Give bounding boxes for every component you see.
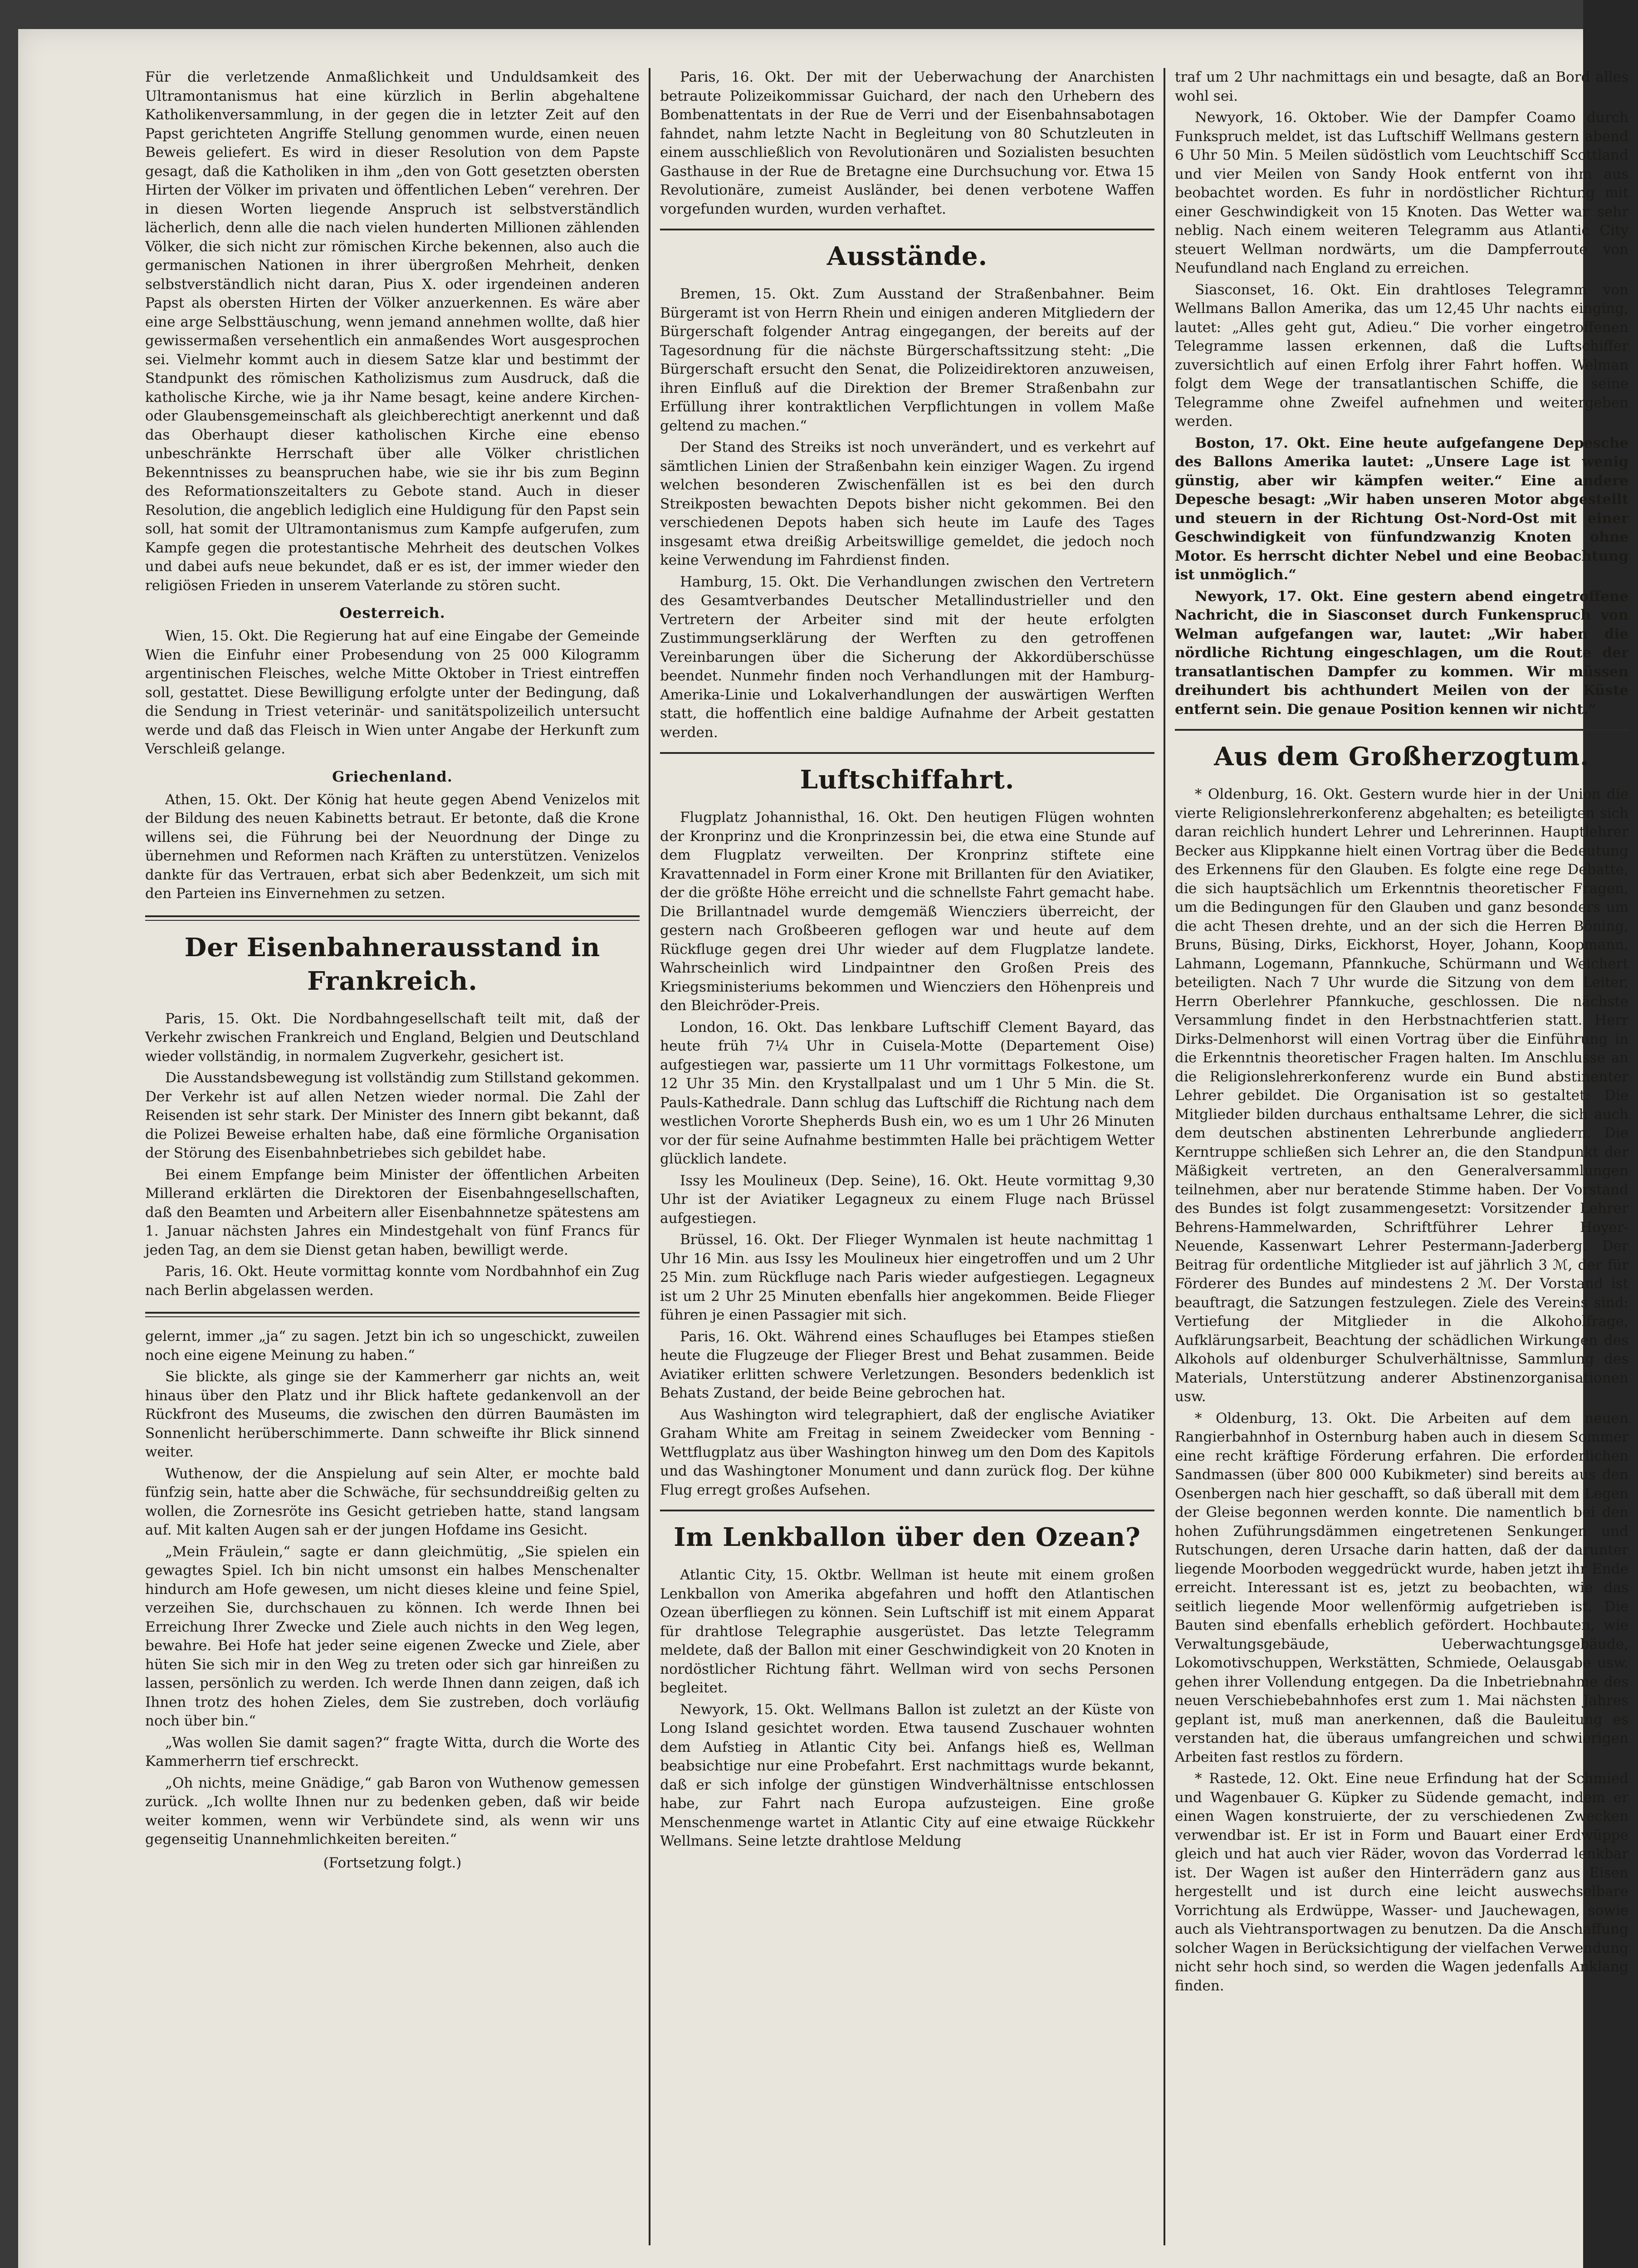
article-paragraph: Siasconset, 16. Okt. Ein drahtloses Telegramm von Wellmans Ballon Amerika, das um 12,45 Uhr nachts einging, lautet: „Alles geht gut, Adieu.“ Die vorher eingetroffenen Telegramme lassen erkennen, daß die Luftschiffer zuversichtlich auf einen Erfolg ihrer Fahrt hoffen. Welman folgt dem Wege der transatlantischen Schiffe, die seine Telegramme ohne Zweifel aufnehmen und weitergeben werden. [1175,281,1628,430]
feuilleton-paragraph: „Oh nichts, meine Gnädige,“ gab Baron von Wuthenow gemessen zurück. „Ich wollte Ihnen nur zu bedenken geben, daß wir beide weiter kommen, wenn wir Verbündete sind, als wenn wir uns gegenseitig Unannehmlichkeiten bereiten.“ [145,1774,640,1848]
feuilleton-paragraph: „Mein Fräulein,“ sagte er dann gleichmütig, „Sie spielen ein gewagtes Spiel. Ich bin nicht umsonst ein halbes Menschenalter hindurch am Hofe gewesen, um nicht dieses kleine und feine Spiel, verzeihen Sie, durchschauen zu können. Ich werde Ihnen bei Erreichung Ihrer Zwecke und Ziele auch nichts in den Weg legen, bewahre. Bei Hofe hat jeder seine eigenen Zwecke und Ziele, aber hüten Sie sich mir in den Weg zu treten oder sich gar hinreißen zu lassen, persönlich zu werden. Ich werde Ihnen dann zeigen, daß ich Ihnen trotz des hohen Zieles, dem Sie zustreben, doch vorläufig noch über bin.“ [145,1543,640,1729]
article-paragraph: Bremen, 15. Okt. Zum Ausstand der Straßenbahner. Beim Bürgeramt ist von Herrn Rhein und einigen anderen Mitgliedern der Bürgerschaft folgender Antrag eingegangen, der bereits auf der Tagesordnung für die nächste Bürgerschaftssitzung steht: „Die Bürgerschaft ersucht den Senat, die Polizeidirektoren anzuweisen, ihren Einfluß auf die Direktion der Bremer Straßenbahn zur Erfüllung ihrer kontraktlichen Verpflichtungen in vollem Maße geltend zu machen.“ [660,286,1154,434]
article-ultramontanismus: Für die verletzende Anmaßlichkeit und Unduldsamkeit des Ultramontanismus hat eine kürzlich in Berlin abgehaltene Katholikenversammlung, in der gegen die in letzter Zeit auf den Papst gerichteten Angriffe Stellung genommen wurde, einen neuen Beweis geliefert. Es wird in dieser Resolution von dem Papste gesagt, daß die Katholiken in ihm „den von Gott gesetzten obersten Hirten der Völker im privaten und öffentlichen Leben“ verehren. Der in diesen Worten liegende Anspruch ist selbstverständlich lächerlich, denn alle die nach vielen hunderten Millionen zählenden Völker, die sich nicht zur römischen Kirche bekennen, also auch die germanischen Nationen in ihrer übergroßen Mehrheit, denken selbstverständlich nicht daran, Pius X. oder irgendeinen anderen Papst als obersten Hirten der Völker anzuerkennen. Es wäre aber eine arge Selbsttäuschung, wenn jemand annehmen wollte, daß hier gewissermaßen versehentlich ein anmaßendes Wort ausgesprochen sei. Vielmehr kommt auch in diesem Satze klar und bestimmt der Standpunkt des römischen Katholizismus zum Ausdruck, daß die katholische Kirche, wie ja ihr Name besagt, keine andere Kirchen- oder Glaubensgemeinschaft als gleichberechtigt anerkennt und daß das Oberhaupt dieser katholischen Kirche eine ebenso unbeschränkte Herrschaft über alle Völker christlichen Bekenntnisses zu beanspruchen habe, wie sie ihr bis zum Beginn des Reformationszeitalters zu Gebote stand. Auch in dieser Resolution, die angeblich lediglich eine Huldigung für den Papst sein soll, hat somit der Ultramontanismus zum Kampfe aufgerufen, zum Kampfe gegen die protestantische Mehrheit des deutschen Volkes und dabei aufs neue bekundet, daß er es ist, der immer wieder den religiösen Frieden in unserem Vaterlande zu stören sucht. [145,69,640,594]
feuilleton-paragraph: Sie blickte, als ginge sie der Kammerherr gar nichts an, weit hinaus über den Platz und ihr Blick haftete gedankenvoll an der Rückfront des Museums, die zwischen den dürren Baumästen im Sonnenlicht herüberschimmerte. Dann schweifte ihr Blick sinnend weiter. [145,1369,640,1460]
feuilleton-rule [145,1312,640,1317]
article-paragraph: traf um 2 Uhr nachmittags ein und besagte, daß an Bord alles wohl sei. [1175,69,1628,104]
article-paragraph: Der Stand des Streiks ist noch unverändert, und es verkehrt auf sämtlichen Linien der Straßenbahn kein einziger Wagen. Zu irgend welchen besonderen Zwischenfällen ist es bei den durch Streikposten bewachten Depots bisher nicht gekommen. Bei den verschiedenen Depots haben sich heute im Laufe des Tages insgesamt etwa dreißig Arbeitswillige gemeldet, die jedoch noch keine Verwendung im Fahrdienst finden. [660,439,1154,568]
feuilleton-paragraph: Wuthenow, der die Anspielung auf sein Alter, er mochte bald fünfzig sein, hatte aber die Schwäche, für sechsunddreißig gelten zu wollen, die Zornesröte ins Gesicht getrieben hatte, stand langsam auf. Mit kalten Augen sah er der jungen Hofdame ins Gesicht. [145,1465,640,1538]
article-paragraph: Flugplatz Johannisthal, 16. Okt. Den heutigen Flügen wohnten der Kronprinz und die Kronprinzessin bei, die etwa eine Stunde auf dem Flugplatz verweilten. Der Kronprinz stiftete eine Kravattennadel in Form einer Krone mit Brillanten für den Aviatiker, der die größte Höhe erreicht und die schnellste Fahrt gemacht habe. Die Brillantnadel wurde demgemäß Wiencziers überreicht, der gestern nach Großbeeren geflogen war und heute auf dem Rückfluge gegen drei Uhr wieder auf dem Flugplatze landete. Wahrscheinlich wird Lindpaintner den Großen Preis des Kriegsministeriums bekommen und Wiencziers den Höhenpreis und den Bleichröder-Preis. [660,809,1154,1014]
article-paragraph: Newyork, 15. Okt. Wellmans Ballon ist zuletzt an der Küste von Long Island gesichtet worden. Etwa tausend Zuschauer wohnten dem Aufstieg in Atlantic City bei. Anfangs hieß es, Wellman beabsichtige nur eine Probefahrt. Erst nachmittags wurde bekannt, daß er sich infolge der günstigen Windverhältnisse entschlossen habe, zur Fahrt nach Europa aufzusteigen. Eine große Menschenmenge wartet in Atlantic City auf eine etwaige Rückkehr Wellmans. Seine letzte drahtlose Meldung [660,1701,1154,1849]
section-title-lenkballon: Im Lenkballon über den Ozean? [674,1522,1141,1552]
continuation-note: (Fortsetzung folgt.) [323,1854,462,1871]
article-paragraph: London, 16. Okt. Das lenkbare Luftschiff Clement Bayard, das heute früh 7¼ Uhr in Cuisela-Motte (Departement Oise) aufgestiegen war, passierte um 11 Uhr vormittags Folkestone, um 12 Uhr 35 Min. den Krystallpalast und um 1 Uhr 5 Min. die St. Pauls-Kathedrale. Dann schlug das Luftschiff die Richtung nach dem westlichen Vororte Shepherds Bush ein, wo es um 1 Uhr 26 Minuten vor der für seine Aufnahme bestimmten Halle bei prächtigem Wetter glücklich landete. [660,1019,1154,1167]
article-paragraph: Aus Washington wird telegraphiert, daß der englische Aviatiker Graham White am Freitag in seinem Zweidecker vom Benning - Wettflugplatz aus über Washington hinweg um den Dom des Kapitols und das Washingtoner Monument und dann zurück flog. Der kühne Flug erregt großes Aufsehen. [660,1406,1154,1498]
article-wien: Wien, 15. Okt. Die Regierung hat auf eine Eingabe der Gemeinde Wien die Einfuhr einer Probesendung von 25 000 Kilogramm argentinischen Fleisches, welche Mitte Oktober in Triest eintreffen soll, gestattet. Diese Bewilligung erfolgte unter der Bedingung, daß die Sendung in Triest veterinär- und sanitätspolizeilich untersucht werde und daß das Fleisch in Wien unter Angabe der Herkunft zum Verschleiß gelange. [145,628,640,757]
article-paragraph: * Oldenburg, 16. Okt. Gestern wurde hier in der Union die vierte Religionslehrerkonferenz abgehalten; es beteiligten sich daran reichlich hundert Lehrer und Lehrerinnen. Hauptlehrer Becker aus Klippkanne hielt einen Vortrag über die Bedeutung des Erkennens für den Glauben. Es folgte eine rege Debatte, die sich hauptsächlich um Erkenntnis theoretischer Fragen, um die Bedingungen für den Glauben und ganz besonders um die acht Thesen drehte, und an der sich die Herren Böning, Bruns, Büsing, Dirks, Eickhorst, Hoyer, Johann, Koopmann, Lahmann, Logemann, Pfannkuche, Schürmann und Weichert beteiligten. Nach 7 Uhr wurde die Sitzung von dem Leiter, Herrn Oberlehrer Pfannkuche, geschlossen. Die nächste Versammlung findet in den Herbstnachtferien statt. Herr Dirks-Delmenhorst will einen Vortrag über die Einführung in die Erkenntnis theoretischer Fragen halten. Im Anschlusse an die Religionslehrerkonferenz wurde ein Bund abstinenter Lehrer gebildet. Die Organisation ist so gestaltet: Die Mitglieder bilden durchaus enthaltsame Lehrer, die sich auch dem deutschen abstinenten Lehrerbunde angliedern. Die Kerntruppe schließen sich Lehrer an, die den Standpunkt der Mäßigkeit vertreten, an den Generalversammlungen teilnehmen, aber nur beratende Stimme haben. Der Vorstand des Bundes ist folgt zusammengesetzt: Vorsitzender Lehrer Behrens-Hammelwarden, Schriftführer Lehrer Hoyer-Neuende, Kassenwart Lehrer Pestermann-Jaderberg. Der Beitrag für ordentliche Mitglieder ist auf jährlich 3 ℳ, der für Förderer des Bundes auf mindestens 2 ℳ. Der Vorstand ist beauftragt, die Satzungen festzulegen. Ziele des Vereins sind: Vertiefung der Mitglieder in die Alkoholfrage, Aufklärungsarbeit, Beachtung der schädlichen Wirkungen des Alkohols auf oldenburger Schulverhältnisse, Sammlung des Materials, Unterstützung anderer Abstinenzorganisationen usw. [1175,786,1628,1405]
column-divider [649,68,650,2245]
column-2 [660,68,1154,1854]
column-divider [1164,68,1165,2245]
article-paragraph: Newyork, 16. Oktober. Wie der Dampfer Coamo durch Funkspruch meldet, ist das Luftschiff Wellmans gestern abend 6 Uhr 50 Min. 5 Meilen südöstlich vom Leuchtschiff Scottland und vier Meilen von Sandy Hook entfernt von ihm aus beobachtet worden. Es fuhr in nordöstlicher Richtung mit einer Geschwindigkeit von 15 Knoten. Das Wetter war sehr neblig. Nach einem weiteren Telegramm aus Atlantic City steuert Wellman nordwärts, um die Dampferroute von Neufundland nach England zu erreichen. [1175,109,1628,276]
article-paris-anarchisten: Paris, 16. Okt. Der mit der Ueberwachung der Anarchisten betraute Polizeikommissar Guichard, der nach den Urhebern des Bombenattentats in der Rue de Verri und der Eisenbahnsabotagen fahndet, nahm letzte Nacht in Begleitung von 80 Schutzleuten in einem ausschließlich von Revolutionären und Sozialisten besuchten Gasthause in der Rue de Bretagne eine Durchsuchung vor. Etwa 15 Revolutionäre, zumeist Ausländer, bei denen verbotene Waffen vorgefunden wurden, wurden verhaftet. [660,69,1154,217]
section-rule [660,752,1154,754]
article-paragraph: Paris, 16. Okt. Heute vormittag konnte vom Nordbahnhof ein Zug nach Berlin abgelassen werden. [145,1263,640,1299]
section-title-luftschiffahrt: Luftschiffahrt. [800,765,1015,795]
heading-oesterreich: Oesterreich. [339,604,445,621]
section-title-ausstaende: Ausstände. [826,241,988,271]
column-3 [1175,68,1628,1998]
article-paragraph: Paris, 16. Okt. Während eines Schaufluges bei Etampes stießen heute die Flugzeuge der Flieger Brest und Behat zusammen. Beide Aviatiker erlitten schwere Verletzungen. Besonders bedenklich ist Behats Zustand, der beide Beine gebrochen hat. [660,1328,1154,1401]
article-paragraph: Newyork, 17. Okt. Eine gestern abend eingetroffene Nachricht, die in Siasconset durch Funkenspruch von Welman aufgefangen war, lautet: „Wir haben die nördliche Richtung eingeschlagen, um die Route der transatlantischen Dampfer zu kommen. Wir müssen dreihundert bis achthundert Meilen von der Küste entfernt sein. Die genaue Position kennen wir nicht.“ [1175,588,1628,718]
section-rule [660,229,1154,230]
article-paragraph: Bei einem Empfange beim Minister der öffentlichen Arbeiten Millerand erklärten die Direktoren der Eisenbahngesellschaften, daß den Beamten und Arbeitern aller Eisenbahnnetze spätestens am 1. Januar nächsten Jahres ein Mindestgehalt von fünf Francs für jeden Tag, an dem sie Dienst getan haben, bewilligt werde. [145,1166,640,1258]
article-paragraph: * Oldenburg, 13. Okt. Die Arbeiten auf dem neuen Rangierbahnhof in Osternburg haben auch in diesem Sommer eine recht kräftige Förderung erfahren. Die erforderlichen Sandmassen (über 800 000 Kubikmeter) sind bereits aus den Osenbergen nach hier geschafft, so daß überall mit dem Legen der Gleise begonnen werden konnte. Die namentlich bei den hohen Zuführungsdämmen eingetretenen Senkungen und Rutschungen, deren Ursache darin hatten, daß der darunter liegende Moorboden weggedrückt wurde, haben jetzt ihr Ende erreicht. Interessant ist es, jetzt zu beobachten, wie das seitlich liegende Moor wellenförmig aufgetrieben ist. Die Bauten sind ebenfalls erheblich gefördert. Hochbauten, wie Verwaltungsgebäude, Ueberwachtungsgebäude, Lokomotivschuppen, Werkstätten, Schmiede, Oelausgabe usw. gehen ihrer Vollendung entgegen. Da die Inbetriebnahme des neuen Verschiebebahnhofes erst zum 1. Mai nächsten Jahres geplant ist, muß man anerkennen, daß die Bauleitung es verstanden hat, die überaus umfangreichen und schwierigen Arbeiten fast restlos zu fördern. [1175,1410,1628,1765]
feuilleton-paragraph: „Was wollen Sie damit sagen?“ fragte Witta, durch die Worte des Kammerherrn tief erschreckt. [145,1734,640,1769]
article-paragraph: Boston, 17. Okt. Eine heute aufgefangene Depesche des Ballons Amerika lautet: „Unsere Lage ist wenig günstig, aber wir kämpfen weiter.“ Eine andere Depesche besagt: „Wir haben unseren Motor abgestellt und steuern in der Richtung Ost-Nord-Ost mit einer Geschwindigkeit von fünfundzwanzig Knoten ohne Motor. Es herrscht dichter Nebel und eine Beobachtung ist unmöglich.“ [1175,435,1628,583]
article-paragraph: * Rastede, 12. Okt. Eine neue Erfindung hat der Schmied und Wagenbauer G. Küpker zu Südende gemacht, indem er einen Wagen konstruierte, der zu verschiedenen Zwecken verwendbar ist. Er ist in Form und Bauart einer Erdwüppe gleich und hat auch vier Räder, wovon das Vorderrad lenkbar ist. Der Wagen ist außer den Hinterrädern ganz aus Eisen hergestellt und ist durch eine leicht auswechselbare Vorrichtung als Erdwüppe, Wasser- und Jauchewagen, sowie auch als Viehtransportwagen zu benutzen. Da die Anschaffung solcher Wagen in Berücksichtigung der vielfachen Verwendung nicht sehr hoch sind, so werden die Wagen jedenfalls Anklang finden. [1175,1770,1628,1994]
feuilleton-paragraph: gelernt, immer „ja“ zu sagen. Jetzt bin ich so ungeschickt, zuweilen noch eine eigene Meinung zu haben.“ [145,1328,640,1364]
article-paragraph: Paris, 15. Okt. Die Nordbahngesellschaft teilt mit, daß der Verkehr zwischen Frankreich und England, Belgien und Deutschland wieder vollständig, in normalem Zugverkehr, gesichert ist. [145,1010,640,1065]
article-paragraph: Hamburg, 15. Okt. Die Verhandlungen zwischen den Vertretern des Gesamtverbandes Deutscher Metallindustrieller und den Vertretern der Arbeiter sind mit der heute erfolgten Zustimmungserklärung der Werften zu den getroffenen Vereinbarungen über die Sicherung der Akkordüberschüsse beendet. Nunmehr finden noch Verhandlungen mit der Hamburg-Amerika-Linie und Lokalverhandlungen der auswärtigen Werften statt, die hoffentlich eine baldige Aufnahme der Arbeit gestatten werden. [660,573,1154,741]
section-title-grossherzogtum: Aus dem Großherzogtum. [1214,742,1589,772]
article-paragraph: Atlantic City, 15. Oktbr. Wellman ist heute mit einem großen Lenkballon von Amerika abgefahren und hofft den Atlantischen Ozean überfliegen zu können. Sein Luftschiff ist mit einem Apparat für drahtlose Telegraphie ausgerüstet. Das letzte Telegramm meldete, daß der Ballon mit einer Geschwindigkeit von 20 Knoten in nordöstlicher Richtung fährt. Wellman wird von sechs Personen begleitet. [660,1567,1154,1696]
section-rule [145,915,640,921]
section-rule [660,1510,1154,1511]
section-rule [1175,729,1628,731]
article-paragraph: Die Ausstandsbewegung ist vollständig zum Stillstand gekommen. Der Verkehr ist auf allen Netzen wieder normal. Die Zahl der Reisenden ist sehr stark. Der Minister des Innern gibt bekannt, daß die Polizei Beweise erhalten habe, daß eine förmliche Organisation der Störung des Eisenbahnbetriebes sich gebildet habe. [145,1070,640,1161]
article-athen: Athen, 15. Okt. Der König hat heute gegen Abend Venizelos mit der Bildung des neuen Kabinetts betraut. Er betonte, daß die Krone willens sei, die Führung bei der Neuordnung der Dinge zu übernehmen und Reformen nach Kräften zu unterstützen. Venizelos dankte für das Vertrauen, erbat sich aber Bedenkzeit, um sich mit den Parteien ins Einvernehmen zu setzen. [145,791,640,902]
heading-griechenland: Griechenland. [332,767,453,785]
section-title-eisenbahnerausstand: Der Eisenbahnerausstand in Frankreich. [184,932,601,996]
article-paragraph: Brüssel, 16. Okt. Der Flieger Wynmalen ist heute nachmittag 1 Uhr 16 Min. aus Issy les Moulineux hier eingetroffen und um 2 Uhr 25 Min. zum Rückfluge nach Paris wieder aufgestiegen. Legagneux ist um 2 Uhr 25 Minuten ebenfalls hier angekommen. Beide Flieger führen je einen Passagier mit sich. [660,1232,1154,1323]
column-1 [145,68,640,1872]
article-paragraph: Issy les Moulineux (Dep. Seine), 16. Okt. Heute vormittag 9,30 Uhr ist der Aviatiker Legagneux zu einem Fluge nach Brüssel aufgestiegen. [660,1172,1154,1227]
